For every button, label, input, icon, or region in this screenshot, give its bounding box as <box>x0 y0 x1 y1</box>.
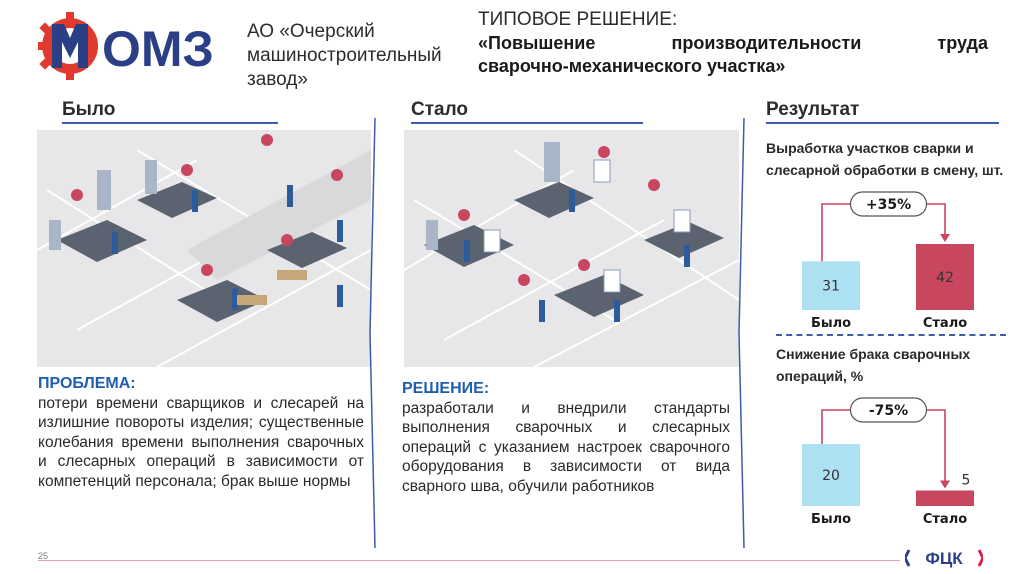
after-workshop-illustration <box>404 130 739 367</box>
divider-right <box>737 118 751 548</box>
section-result-line <box>766 122 999 124</box>
omz-logo <box>34 10 239 82</box>
solution-title-line1: «Повышение производительности труда <box>478 33 988 53</box>
chart2-arrow-head <box>940 481 950 489</box>
chart1-title: Выработка участков сварки и слесарной обработки в смену, шт. <box>766 140 1004 178</box>
chart1-value-before: 31 <box>822 278 840 295</box>
problem-block <box>38 374 364 491</box>
chart2-value-before: 20 <box>822 468 840 484</box>
solution-block <box>402 379 730 496</box>
section-after-title: Стало <box>411 99 469 120</box>
solution-text: разработали и внедрили стандарты выполнения сварочных и слесарных операций с указанием настроек сварочного оборудования в зависимости от вида сварного шва, обучили работников <box>402 399 730 495</box>
chart2-bar-after <box>916 491 974 507</box>
chart1-category-before: Было <box>810 316 852 330</box>
solution-header <box>478 8 988 78</box>
fck-logo-text: ФЦК <box>925 549 963 568</box>
solution-title-line2: сварочно-механического участка» <box>478 56 786 76</box>
chart2 <box>770 396 1010 528</box>
chart1-category-after: Стало <box>922 316 968 330</box>
solution-heading: РЕШЕНИЕ: <box>402 380 490 397</box>
chart1-value-after: 42 <box>936 270 954 286</box>
company-name: АО «Очерский машиностроительный завод» <box>247 21 442 90</box>
solution-label: ТИПОВОЕ РЕШЕНИЕ: <box>478 9 678 30</box>
chart1-arrow-head <box>940 234 950 242</box>
chart1-change-label: +35% <box>865 197 912 213</box>
chart1 <box>770 190 1010 330</box>
section-result-title: Результат <box>766 99 860 120</box>
section-before-line <box>62 122 278 124</box>
logo-text: ОМЗ <box>102 21 214 77</box>
results-separator <box>776 334 1006 336</box>
page-number: 25 <box>38 551 49 561</box>
section-before-title: Было <box>62 99 116 120</box>
problem-heading: ПРОБЛЕМА: <box>38 375 136 392</box>
footer-line <box>38 560 900 561</box>
chart2-value-after: 5 <box>961 472 971 489</box>
fck-logo <box>905 546 983 570</box>
chart2-category-before: Было <box>810 512 852 527</box>
problem-text: потери времени сварщиков и слесарей на излишние повороты изделия; существенные колебания времени выполнения сварочных и слесарных операций в зависимости от компетенций персонала; брак выше нормы <box>38 394 364 490</box>
section-after-line <box>411 122 643 124</box>
chart2-category-after: Стало <box>922 512 968 527</box>
chart2-change-label: -75% <box>868 403 909 419</box>
before-workshop-illustration <box>37 130 371 367</box>
divider-left <box>368 118 382 548</box>
chart2-title: Снижение брака сварочных операций, % <box>776 346 971 384</box>
